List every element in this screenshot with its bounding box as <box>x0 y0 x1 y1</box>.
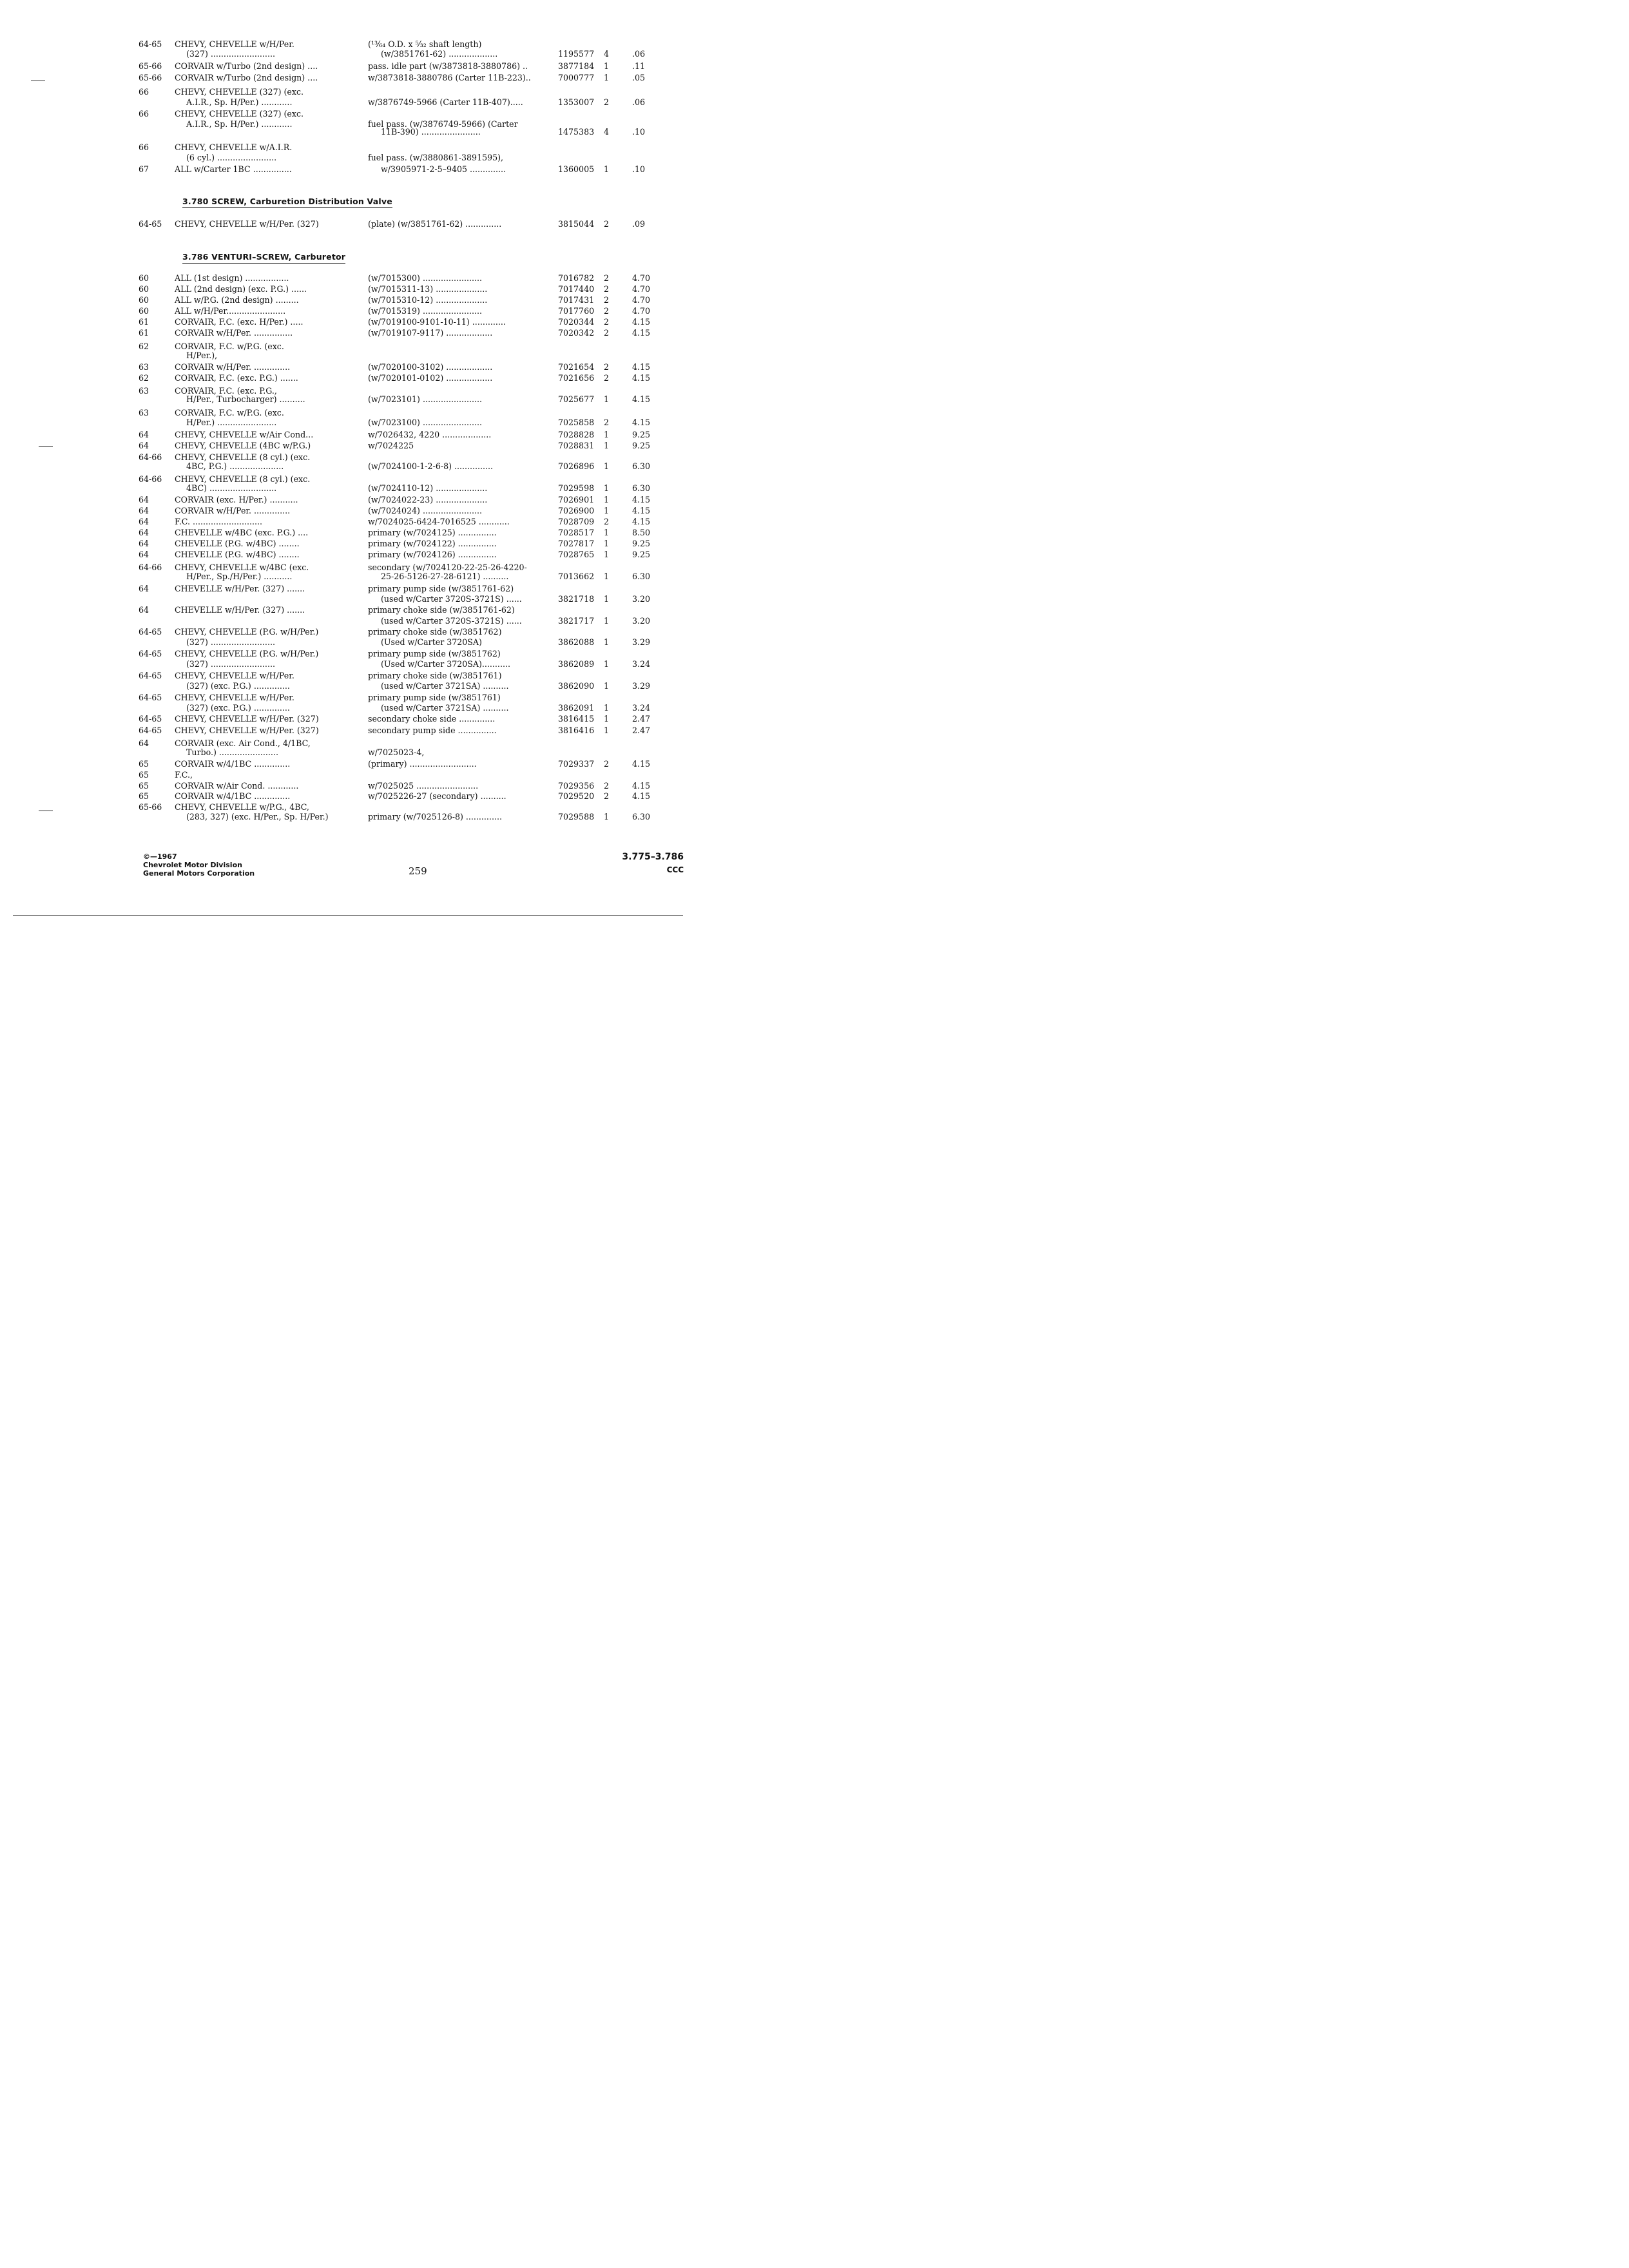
description-cell: (6 cyl.) ....................... <box>186 153 277 162</box>
description-cell: CHEVY, CHEVELLE (8 cyl.) (exc. <box>175 452 311 462</box>
note-cell: w/7024225 <box>368 441 414 450</box>
note-cell: primary (w/7024126) ............... <box>368 550 497 559</box>
quantity-cell: 2 <box>604 517 610 526</box>
year-cell: 60 <box>139 306 149 316</box>
price-cell: 9.25 <box>632 441 651 450</box>
section-range: 3.775–3.786 <box>622 852 684 862</box>
year-cell: 64-65 <box>139 39 162 49</box>
part-number-cell: 7000777 <box>558 73 595 82</box>
note-cell: primary choke side (w/3851761) <box>368 671 502 680</box>
year-cell: 62 <box>139 373 149 383</box>
price-cell: 4.15 <box>632 328 651 338</box>
part-number-cell: 7021656 <box>558 373 595 383</box>
price-cell: 4.15 <box>632 418 651 427</box>
note-cell: fuel pass. (w/3880861-3891595), <box>368 153 504 162</box>
description-cell: CHEVELLE (P.G. w/4BC) ........ <box>175 550 300 559</box>
description-cell: (327) ......................... <box>186 637 275 647</box>
note-cell: fuel pass. (w/3876749-5966) (Carter <box>368 119 518 129</box>
description-cell: CORVAIR w/Air Cond. ............ <box>175 781 299 791</box>
note-cell: (w/7020101-0102) .................. <box>368 373 493 383</box>
price-cell: 4.15 <box>632 759 651 769</box>
description-cell: CHEVELLE w/H/Per. (327) ....... <box>175 584 305 593</box>
year-cell: 66 <box>139 109 149 119</box>
description-cell: CHEVY, CHEVELLE (8 cyl.) (exc. <box>175 474 311 484</box>
page-number: 259 <box>409 865 427 877</box>
section-title-3780: 3.780 SCREW, Carburetion Distribution Valve <box>182 198 392 208</box>
quantity-cell: 1 <box>604 73 610 82</box>
description-cell: CHEVY, CHEVELLE w/A.I.R. <box>175 142 293 152</box>
price-cell: 9.25 <box>632 430 651 439</box>
year-cell: 61 <box>139 317 149 327</box>
year-cell: 64 <box>139 506 149 515</box>
note-cell: w/3905971-2-5–9405 .............. <box>381 164 506 174</box>
note-cell: (w/7024022-23) .................... <box>368 495 488 505</box>
quantity-cell: 1 <box>604 714 610 724</box>
quantity-cell: 1 <box>604 539 610 548</box>
year-cell: 64-66 <box>139 452 162 462</box>
part-number-cell: 3862088 <box>558 637 595 647</box>
description-cell: CHEVY, CHEVELLE (P.G. w/H/Per.) <box>175 649 319 658</box>
price-cell: 6.30 <box>632 461 651 471</box>
part-number-cell: 3816416 <box>558 726 595 735</box>
quantity-cell: 2 <box>604 759 610 769</box>
note-cell: (w/7015319) ....................... <box>368 306 483 316</box>
description-cell: A.I.R., Sp. H/Per.) ............ <box>186 119 293 129</box>
description-cell: CORVAIR w/4/1BC .............. <box>175 759 291 769</box>
description-cell: ALL w/Carter 1BC ............... <box>175 164 292 174</box>
corporation: General Motors Corporation <box>143 869 255 878</box>
note-cell: (w/7024100-1-2-6-8) ............... <box>368 461 494 471</box>
quantity-cell: 2 <box>604 219 610 229</box>
quantity-cell: 2 <box>604 418 610 427</box>
description-cell: CORVAIR (exc. Air Cond., 4/1BC, <box>175 738 311 748</box>
description-cell: CHEVY, CHEVELLE w/H/Per. (327) <box>175 219 319 229</box>
part-number-cell: 7028709 <box>558 517 595 526</box>
price-cell: 4.15 <box>632 495 651 505</box>
note-cell: 25-26-5126-27-28-6121) .......... <box>381 572 509 581</box>
price-cell: .10 <box>632 127 646 137</box>
year-cell: 64 <box>139 605 149 615</box>
note-cell: secondary (w/7024120-22-25-26-4220- <box>368 562 527 572</box>
part-number-cell: 7025858 <box>558 418 595 427</box>
part-number-cell: 3862091 <box>558 703 595 713</box>
price-cell: 4.15 <box>632 317 651 327</box>
note-cell: (primary) .......................... <box>368 759 477 769</box>
margin-mark <box>39 446 53 447</box>
price-cell: 4.15 <box>632 362 651 372</box>
year-cell: 60 <box>139 273 149 283</box>
quantity-cell: 1 <box>604 572 610 581</box>
note-cell: (w/7015310-12) .................... <box>368 295 488 305</box>
part-number-cell: 3877184 <box>558 61 595 71</box>
description-cell: F.C., <box>175 770 193 780</box>
description-cell: ALL w/P.G. (2nd design) ......... <box>175 295 299 305</box>
quantity-cell: 1 <box>604 616 610 626</box>
year-cell: 64-66 <box>139 562 162 572</box>
description-cell: CORVAIR, F.C. (exc. P.G.) ....... <box>175 373 298 383</box>
note-cell: primary (w/7024125) ............... <box>368 528 497 537</box>
price-cell: 6.30 <box>632 812 651 822</box>
price-cell: 4.70 <box>632 306 651 316</box>
price-cell: 6.30 <box>632 483 651 493</box>
description-cell: CHEVY, CHEVELLE w/H/Per. <box>175 671 294 680</box>
footer-publisher <box>143 852 255 878</box>
part-number-cell: 7029598 <box>558 483 595 493</box>
description-cell: A.I.R., Sp. H/Per.) ............ <box>186 97 293 107</box>
part-number-cell: 7017431 <box>558 295 595 305</box>
part-number-cell: 3821717 <box>558 616 595 626</box>
note-cell: (w/7024024) ....................... <box>368 506 483 515</box>
part-number-cell: 1195577 <box>558 49 595 59</box>
quantity-cell: 1 <box>604 461 610 471</box>
part-number-cell: 7026900 <box>558 506 595 515</box>
year-cell: 64-65 <box>139 693 162 702</box>
quantity-cell: 1 <box>604 726 610 735</box>
note-cell: (used w/Carter 3721SA) .......... <box>381 703 509 713</box>
description-cell: CHEVELLE w/H/Per. (327) ....... <box>175 605 305 615</box>
description-cell: CHEVY, CHEVELLE (P.G. w/H/Per.) <box>175 627 319 637</box>
description-cell: H/Per., Turbocharger) .......... <box>186 394 305 404</box>
quantity-cell: 2 <box>604 373 610 383</box>
note-cell: primary choke side (w/3851761-62) <box>368 605 515 615</box>
description-cell: CHEVY, CHEVELLE (327) (exc. <box>175 109 304 119</box>
part-number-cell: 3862089 <box>558 659 595 669</box>
price-cell: 9.25 <box>632 550 651 559</box>
description-cell: CHEVY, CHEVELLE (327) (exc. <box>175 87 304 97</box>
part-number-cell: 7013662 <box>558 572 595 581</box>
year-cell: 65 <box>139 759 149 769</box>
quantity-cell: 1 <box>604 528 610 537</box>
note-cell: primary pump side (w/3851761-62) <box>368 584 514 593</box>
quantity-cell: 1 <box>604 681 610 691</box>
quantity-cell: 1 <box>604 61 610 71</box>
description-cell: CORVAIR, F.C. w/P.G. (exc. <box>175 341 284 351</box>
price-cell: 4.15 <box>632 791 651 801</box>
catalog-page <box>0 0 731 1017</box>
quantity-cell: 2 <box>604 791 610 801</box>
quantity-cell: 1 <box>604 594 610 604</box>
year-cell: 64 <box>139 584 149 593</box>
part-number-cell: 3821718 <box>558 594 595 604</box>
quantity-cell: 1 <box>604 430 610 439</box>
part-number-cell: 3816415 <box>558 714 595 724</box>
year-cell: 66 <box>139 87 149 97</box>
year-cell: 62 <box>139 341 149 351</box>
price-cell: 2.47 <box>632 726 651 735</box>
quantity-cell: 2 <box>604 284 610 294</box>
note-cell: primary (w/7024122) ............... <box>368 539 497 548</box>
price-cell: .06 <box>632 97 646 107</box>
note-cell: (w/7019107-9117) .................. <box>368 328 493 338</box>
part-number-cell: 1475383 <box>558 127 595 137</box>
description-cell: CORVAIR w/Turbo (2nd design) .... <box>175 61 318 71</box>
description-cell: CHEVY, CHEVELLE (4BC w/P.G.) <box>175 441 311 450</box>
price-cell: 4.15 <box>632 394 651 404</box>
year-cell: 65-66 <box>139 61 162 71</box>
part-number-cell: 3815044 <box>558 219 595 229</box>
note-cell: (w/7023100) ....................... <box>368 418 483 427</box>
price-cell: 3.20 <box>632 594 651 604</box>
description-cell: F.C. ........................... <box>175 517 263 526</box>
part-number-cell: 1360005 <box>558 164 595 174</box>
note-cell: primary pump side (w/3851762) <box>368 649 501 658</box>
year-cell: 64 <box>139 528 149 537</box>
description-cell: CORVAIR w/H/Per. .............. <box>175 506 291 515</box>
price-cell: 4.70 <box>632 273 651 283</box>
description-cell: 4BC) .......................... <box>186 483 277 493</box>
price-cell: 3.29 <box>632 681 651 691</box>
note-cell: secondary choke side .............. <box>368 714 496 724</box>
quantity-cell: 1 <box>604 637 610 647</box>
price-cell: 6.30 <box>632 572 651 581</box>
price-cell: 4.70 <box>632 295 651 305</box>
price-cell: 4.15 <box>632 506 651 515</box>
note-cell: w/3873818-3880786 (Carter 11B-223).. <box>368 73 531 82</box>
description-cell: CHEVY, CHEVELLE w/4BC (exc. <box>175 562 309 572</box>
divider <box>13 915 683 916</box>
description-cell: H/Per.), <box>186 351 218 360</box>
year-cell: 61 <box>139 328 149 338</box>
quantity-cell: 1 <box>604 441 610 450</box>
part-number-cell: 7026896 <box>558 461 595 471</box>
price-cell: 3.20 <box>632 616 651 626</box>
price-cell: 4.15 <box>632 373 651 383</box>
note-cell: (w/7019100-9101-10-11) ............. <box>368 317 506 327</box>
division: Chevrolet Motor Division <box>143 861 242 869</box>
year-cell: 64-65 <box>139 219 162 229</box>
price-cell: 9.25 <box>632 539 651 548</box>
year-cell: 64 <box>139 539 149 548</box>
year-cell: 65 <box>139 791 149 801</box>
description-cell: CHEVELLE w/4BC (exc. P.G.) .... <box>175 528 309 537</box>
description-cell: CORVAIR w/Turbo (2nd design) .... <box>175 73 318 82</box>
description-cell: CORVAIR, F.C. (exc. P.G., <box>175 386 277 396</box>
quantity-cell: 4 <box>604 127 610 137</box>
description-cell: CORVAIR, F.C. w/P.G. (exc. <box>175 408 284 418</box>
quantity-cell: 2 <box>604 317 610 327</box>
year-cell: 67 <box>139 164 149 174</box>
description-cell: 4BC, P.G.) ..................... <box>186 461 284 471</box>
part-number-cell: 7029588 <box>558 812 595 822</box>
price-cell: .11 <box>632 61 646 71</box>
part-number-cell: 7016782 <box>558 273 595 283</box>
description-cell: (327) (exc. P.G.) .............. <box>186 703 290 713</box>
description-cell: CHEVY, CHEVELLE w/H/Per. <box>175 693 294 702</box>
year-cell: 65 <box>139 770 149 780</box>
note-cell: primary choke side (w/3851762) <box>368 627 502 637</box>
price-cell: 2.47 <box>632 714 651 724</box>
note-cell: (w/7015300) ....................... <box>368 273 483 283</box>
note-cell: primary pump side (w/3851761) <box>368 693 501 702</box>
price-cell: .10 <box>632 164 646 174</box>
year-cell: 60 <box>139 295 149 305</box>
price-cell: .05 <box>632 73 646 82</box>
quantity-cell: 2 <box>604 781 610 791</box>
part-number-cell: 7028517 <box>558 528 595 537</box>
note-cell: (w/3851761-62) ................... <box>381 49 498 59</box>
part-number-cell: 7021654 <box>558 362 595 372</box>
note-cell: (used w/Carter 3720S-3721S) ...... <box>381 616 522 626</box>
year-cell: 65-66 <box>139 802 162 812</box>
description-cell: CHEVY, CHEVELLE w/Air Cond... <box>175 430 314 439</box>
year-cell: 64 <box>139 550 149 559</box>
price-cell: 4.70 <box>632 284 651 294</box>
note-cell: (used w/Carter 3720S-3721S) ...... <box>381 594 522 604</box>
note-cell: (w/7015311-13) .................... <box>368 284 488 294</box>
part-number-cell: 7028765 <box>558 550 595 559</box>
year-cell: 63 <box>139 362 149 372</box>
section-title-3786: 3.786 VENTURI–SCREW, Carburetor <box>182 253 345 264</box>
part-number-cell: 7029520 <box>558 791 595 801</box>
note-cell: secondary pump side ............... <box>368 726 497 735</box>
year-cell: 63 <box>139 386 149 396</box>
quantity-cell: 1 <box>604 495 610 505</box>
part-number-cell: 7026901 <box>558 495 595 505</box>
quantity-cell: 1 <box>604 483 610 493</box>
note-cell: (used w/Carter 3721SA) .......... <box>381 681 509 691</box>
year-cell: 65 <box>139 781 149 791</box>
quantity-cell: 1 <box>604 394 610 404</box>
price-cell: 3.24 <box>632 659 651 669</box>
description-cell: (327) ......................... <box>186 49 275 59</box>
year-cell: 64-65 <box>139 627 162 637</box>
price-cell: 4.15 <box>632 781 651 791</box>
description-cell: (283, 327) (exc. H/Per., Sp. H/Per.) <box>186 812 329 822</box>
part-number-cell: 7029356 <box>558 781 595 791</box>
note-cell: primary (w/7025126-8) .............. <box>368 812 502 822</box>
note-cell: pass. idle part (w/3873818-3880786) .. <box>368 61 528 71</box>
note-cell: 11B-390) ....................... <box>381 127 481 137</box>
description-cell: (327) (exc. P.G.) .............. <box>186 681 290 691</box>
catalog-code: CCC <box>666 865 684 874</box>
quantity-cell: 2 <box>604 362 610 372</box>
description-cell: CORVAIR w/H/Per. .............. <box>175 362 291 372</box>
part-number-cell: 1353007 <box>558 97 595 107</box>
year-cell: 64-66 <box>139 474 162 484</box>
description-cell: CHEVY, CHEVELLE w/P.G., 4BC, <box>175 802 309 812</box>
note-cell: (plate) (w/3851761-62) .............. <box>368 219 502 229</box>
quantity-cell: 1 <box>604 506 610 515</box>
quantity-cell: 4 <box>604 49 610 59</box>
note-cell: w/7026432, 4220 ................... <box>368 430 492 439</box>
part-number-cell: 7020344 <box>558 317 595 327</box>
part-number-cell: 7025677 <box>558 394 595 404</box>
description-cell: (327) ......................... <box>186 659 275 669</box>
description-cell: ALL (1st design) ................. <box>175 273 289 283</box>
note-cell: (w/7023101) ....................... <box>368 394 483 404</box>
quantity-cell: 2 <box>604 295 610 305</box>
part-number-cell: 7028828 <box>558 430 595 439</box>
quantity-cell: 1 <box>604 550 610 559</box>
description-cell: CORVAIR, F.C. (exc. H/Per.) ..... <box>175 317 304 327</box>
year-cell: 64 <box>139 495 149 505</box>
year-cell: 64 <box>139 738 149 748</box>
note-cell: w/7025226-27 (secondary) .......... <box>368 791 506 801</box>
price-cell: 3.24 <box>632 703 651 713</box>
price-cell: .06 <box>632 49 646 59</box>
price-cell: 8.50 <box>632 528 651 537</box>
quantity-cell: 1 <box>604 812 610 822</box>
year-cell: 64 <box>139 517 149 526</box>
price-cell: 3.29 <box>632 637 651 647</box>
description-cell: CORVAIR (exc. H/Per.) ........... <box>175 495 298 505</box>
description-cell: CORVAIR w/H/Per. ............... <box>175 328 293 338</box>
year-cell: 64-65 <box>139 649 162 658</box>
price-cell: .09 <box>632 219 646 229</box>
note-cell: w/7025025 ........................ <box>368 781 479 791</box>
quantity-cell: 1 <box>604 659 610 669</box>
year-cell: 64-65 <box>139 671 162 680</box>
copyright: ©—1967 <box>143 852 177 861</box>
quantity-cell: 2 <box>604 328 610 338</box>
part-number-cell: 7020342 <box>558 328 595 338</box>
part-number-cell: 7017760 <box>558 306 595 316</box>
year-cell: 64-65 <box>139 726 162 735</box>
description-cell: Turbo.) ....................... <box>186 747 278 757</box>
part-number-cell: 3862090 <box>558 681 595 691</box>
part-number-cell: 7029337 <box>558 759 595 769</box>
part-number-cell: 7027817 <box>558 539 595 548</box>
note-cell: (w/7020100-3102) .................. <box>368 362 493 372</box>
quantity-cell: 1 <box>604 164 610 174</box>
note-cell: w/7024025-6424-7016525 ............ <box>368 517 510 526</box>
description-cell: CHEVY, CHEVELLE w/H/Per. (327) <box>175 726 319 735</box>
quantity-cell: 2 <box>604 97 610 107</box>
description-cell: ALL w/H/Per....................... <box>175 306 286 316</box>
description-cell: H/Per., Sp./H/Per.) ........... <box>186 572 293 581</box>
year-cell: 60 <box>139 284 149 294</box>
quantity-cell: 2 <box>604 306 610 316</box>
part-number-cell: 7017440 <box>558 284 595 294</box>
year-cell: 64 <box>139 441 149 450</box>
note-cell: (¹³⁄₆₄ O.D. x ⁵⁄₃₂ shaft length) <box>368 39 482 49</box>
description-cell: CHEVY, CHEVELLE w/H/Per. (327) <box>175 714 319 724</box>
description-cell: CHEVY, CHEVELLE w/H/Per. <box>175 39 294 49</box>
description-cell: ALL (2nd design) (exc. P.G.) ...... <box>175 284 307 294</box>
year-cell: 64-65 <box>139 714 162 724</box>
year-cell: 64 <box>139 430 149 439</box>
part-number-cell: 7028831 <box>558 441 595 450</box>
note-cell: w/3876749-5966 (Carter 11B-407)..... <box>368 97 523 107</box>
description-cell: H/Per.) ....................... <box>186 418 277 427</box>
year-cell: 66 <box>139 142 149 152</box>
year-cell: 63 <box>139 408 149 418</box>
note-cell: (Used w/Carter 3720SA)........... <box>381 659 510 669</box>
description-cell: CHEVELLE (P.G. w/4BC) ........ <box>175 539 300 548</box>
year-cell: 65-66 <box>139 73 162 82</box>
quantity-cell: 2 <box>604 273 610 283</box>
quantity-cell: 1 <box>604 703 610 713</box>
note-cell: w/7025023-4, <box>368 747 425 757</box>
note-cell: (Used w/Carter 3720SA) <box>381 637 482 647</box>
description-cell: CORVAIR w/4/1BC .............. <box>175 791 291 801</box>
note-cell: (w/7024110-12) .................... <box>368 483 488 493</box>
price-cell: 4.15 <box>632 517 651 526</box>
